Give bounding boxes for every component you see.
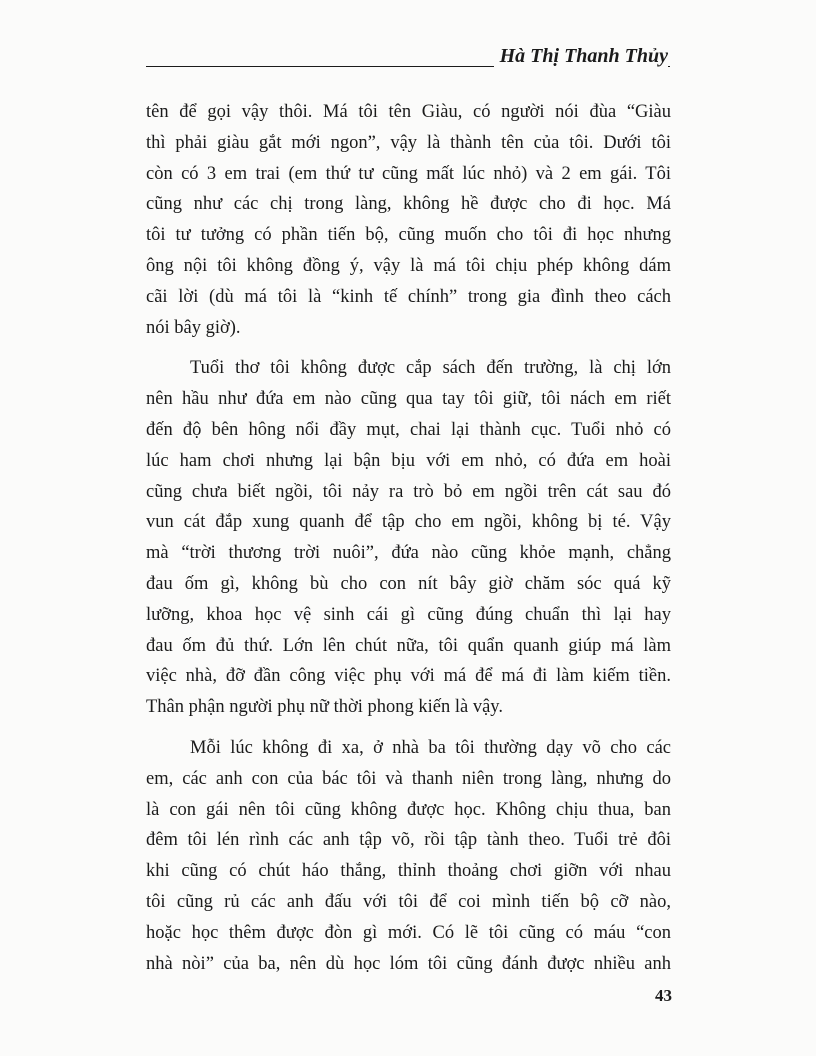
paragraph-1 bbox=[146, 97, 671, 343]
text-line: cãi lời (dù má tôi là “kinh tế chính” trong gia đình theo cách bbox=[146, 286, 671, 307]
text-line: đêm tôi lén rình các anh tập võ, rồi tập tành theo. Tuổi trẻ đôi bbox=[146, 830, 671, 851]
author-name: Hà Thị Thanh Thủy bbox=[494, 44, 668, 68]
page-number: 43 bbox=[655, 986, 672, 1005]
text-line: nói bây giờ). bbox=[146, 317, 241, 338]
text-line: còn có 3 em trai (em thứ tư cũng mất lúc nhỏ) và 2 em gái. Tôi bbox=[146, 163, 671, 184]
body-text bbox=[146, 97, 671, 989]
text-line: lúc ham chơi nhưng lại bận bịu với em nhỏ, có đứa em hoài bbox=[146, 450, 671, 471]
text-line: cũng như các chị trong làng, không hề được cho đi học. Má bbox=[146, 194, 671, 215]
text-line: lưỡng, khoa học vệ sinh cái gì cũng đúng chuẩn thì lại hay bbox=[146, 604, 671, 625]
text-line: tên để gọi vậy thôi. Má tôi tên Giàu, có người nói đùa “Giàu bbox=[146, 102, 671, 122]
running-header bbox=[146, 40, 670, 70]
text-line: mà “trời thương trời nuôi”, đứa nào cũng khỏe mạnh, chẳng bbox=[146, 543, 671, 564]
text-line: cũng chưa biết ngồi, tôi nảy ra trò bỏ em ngồi trên cát sau đó bbox=[146, 481, 671, 502]
text-line: Mỗi lúc không đi xa, ở nhà ba tôi thường dạy võ cho các bbox=[190, 737, 671, 758]
text-line: Thân phận người phụ nữ thời phong kiến là vậy. bbox=[146, 697, 503, 718]
paragraph-2 bbox=[146, 353, 671, 723]
text-line: việc nhà, đỡ đần công việc phụ với má để má đi làm kiếm tiền. bbox=[146, 666, 671, 687]
text-line: đau ốm gì, không bù cho con nít bây giờ chăm sóc quá kỹ bbox=[146, 573, 671, 594]
text-line: tôi cũng rủ các anh đấu với tôi để coi mình tiến bộ cỡ nào, bbox=[146, 891, 671, 912]
text-line: nhà nòi” của ba, nên dù học lóm tôi cũng đánh được nhiều anh bbox=[146, 953, 671, 974]
text-line: là con gái nên tôi cũng không được học. Không chịu thua, ban bbox=[146, 799, 671, 820]
text-line: nên hầu như đứa em nào cũng qua tay tôi giữ, tôi nách em riết bbox=[146, 389, 671, 410]
text-line: đau ốm đủ thứ. Lớn lên chút nữa, tôi quẩn quanh giúp má làm bbox=[146, 635, 671, 656]
text-line: hoặc học thêm được đòn gì mới. Có lẽ tôi cũng có máu “con bbox=[146, 922, 671, 943]
paragraph-3 bbox=[146, 733, 671, 979]
text-line: ông nội tôi không đồng ý, vậy là má tôi chịu phép không dám bbox=[146, 255, 671, 276]
text-line: vun cát đắp xung quanh để tập cho em ngồi, không bị té. Vậy bbox=[146, 512, 671, 533]
text-line: khi cũng có chút háo thắng, thỉnh thoảng chơi giỡn với nhau bbox=[146, 861, 671, 882]
text-line: đến độ bên hông nổi đầy mụt, chai lại thành cục. Tuổi nhỏ có bbox=[146, 419, 671, 440]
text-line: Tuổi thơ tôi không được cắp sách đến trường, là chị lớn bbox=[190, 358, 671, 379]
text-line: tôi tư tưởng có phần tiến bộ, cũng muốn cho tôi đi học nhưng bbox=[146, 225, 671, 246]
text-line: em, các anh con của bác tôi và thanh niên trong làng, nhưng do bbox=[146, 768, 671, 789]
text-line: thì phải giàu gắt mới ngon”, vậy là thành tên của tôi. Dưới tôi bbox=[146, 132, 671, 153]
